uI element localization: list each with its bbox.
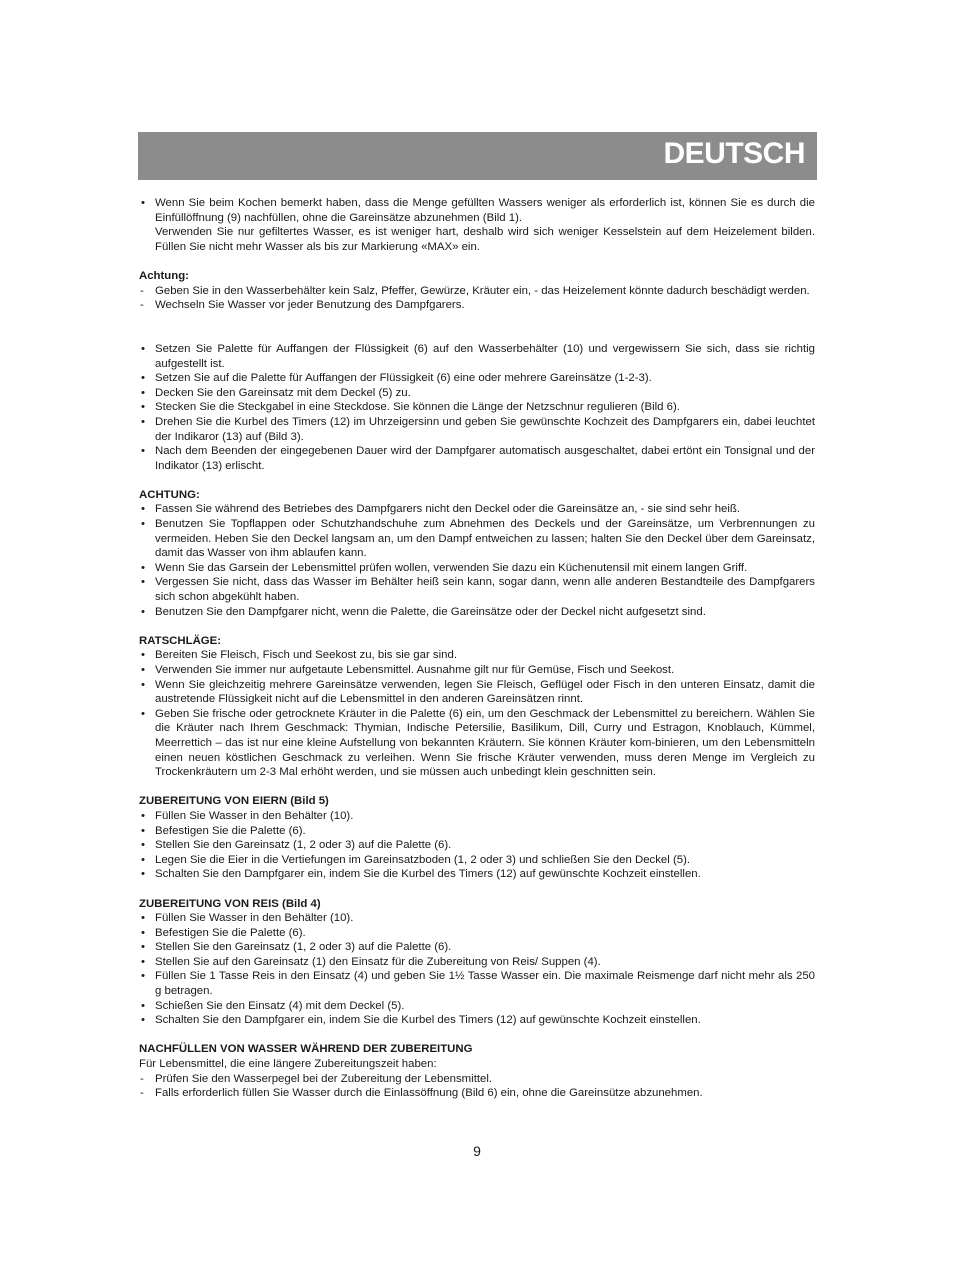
list-item-text: Verwenden Sie immer nur aufgetaute Lebensmittel. Ausnahme gilt nur für Gemüse, Fisch und Seekost.	[155, 664, 675, 676]
list-item	[139, 809, 815, 824]
list-item-text: Schalten Sie den Dampfgarer ein, indem Sie die Kurbel des Timers (12) auf gewünschte Kochzeit einstellen.	[155, 1014, 701, 1027]
section-heading-nachfuellen: NACHFÜLLEN VON WASSER WÄHREND DER ZUBEREITUNG	[139, 1043, 473, 1056]
bullet-marker: •	[141, 824, 145, 837]
bullet-marker: •	[141, 197, 145, 209]
bullet-marker: •	[141, 342, 145, 355]
list-item	[139, 517, 815, 561]
bullet-marker: •	[141, 401, 145, 414]
header-band	[138, 132, 817, 180]
list-item	[139, 911, 815, 926]
list-item-text: Wenn Sie gleichzeitig mehrere Gareinsätze verwenden, legen Sie Fleisch, Geflügel oder Fisch in den unteren Einsatz, damit die austretende Flüssigkeit nicht auf die Lebensmittel in den anderen Gareinsätzen rinnt.	[155, 678, 815, 706]
section-heading-eier: ZUBEREITUNG VON EIERN (Bild 5)	[139, 795, 329, 808]
list-item-text: Schießen Sie den Einsatz (4) mit dem Deckel (5).	[155, 999, 405, 1012]
bullet-marker: •	[141, 503, 145, 516]
bullet-marker: •	[141, 576, 145, 589]
list-item	[139, 371, 815, 386]
list-item-text: Decken Sie den Gareinsatz mit dem Deckel (5) zu.	[155, 386, 411, 399]
page-number: 9	[473, 1143, 481, 1159]
bullet-marker: •	[141, 853, 145, 866]
list-item-text: Wenn Sie das Garsein der Lebensmittel prüfen wollen, verwenden Sie dazu ein Küchenutensil mit einem langen Griff.	[155, 561, 748, 574]
list-item	[139, 824, 815, 839]
bullet-marker: •	[141, 809, 145, 822]
list-item	[139, 955, 815, 970]
section-intro: Für Lebensmittel, die eine längere Zubereitungszeit haben:	[139, 1058, 437, 1071]
list-item	[139, 605, 815, 620]
bullet-marker: •	[141, 664, 145, 676]
bullet-marker: •	[141, 649, 145, 662]
dash-marker: -	[140, 1072, 144, 1085]
list-item-extra-text: Verwenden Sie nur gefiltertes Wasser, es ist weniger hart, deshalb wird sich weniger Kesselstein auf dem Heizelement bilden. Füllen Sie nicht mehr Wasser als bis zur Markierung «MAX» ein.	[155, 226, 815, 253]
section-heading-achtung-caps: ACHTUNG:	[139, 488, 200, 501]
bullet-marker: •	[141, 518, 145, 531]
list-item-text: Wenn Sie beim Kochen bemerkt haben, dass die Menge gefüllten Wassers weniger als erforderlich ist, können Sie es durch die Einfüllöffnung (9) nachfüllen, ohne die Gareinsätze abzunehmen (Bild 1).	[155, 197, 815, 224]
list-item-text: Befestigen Sie die Palette (6).	[155, 824, 306, 837]
list-item	[139, 575, 815, 604]
list-item-text: Befestigen Sie die Palette (6).	[155, 926, 306, 939]
list-item-text: Setzen Sie Palette für Auffangen der Flüssigkeit (6) auf den Wasserbehälter (10) und vergewissern Sie sich, dass sie richtig aufgestellt ist.	[155, 342, 815, 370]
list-item	[139, 926, 815, 941]
dash-marker: -	[140, 299, 144, 312]
list-item	[139, 386, 815, 401]
list-item-text: Fassen Sie während des Betriebes des Dampfgarers nicht den Deckel oder die Gareinsätze an, - sie sind sehr heiß.	[155, 503, 741, 516]
list-item	[139, 867, 815, 882]
bullet-marker: •	[141, 955, 145, 968]
bullet-marker: •	[141, 678, 145, 691]
bullet-marker: •	[141, 1014, 145, 1027]
list-item	[139, 940, 815, 955]
list-item	[139, 444, 815, 473]
list-item	[139, 663, 815, 678]
list-item	[139, 415, 815, 444]
bullet-marker: •	[141, 912, 145, 925]
list-item-text: Legen Sie die Eier in die Vertiefungen im Gareinsatzboden (1, 2 oder 3) und schließen Sie den Deckel (5).	[155, 853, 691, 866]
bullet-marker: •	[141, 839, 145, 852]
list-item	[139, 298, 815, 313]
list-item	[139, 1072, 815, 1087]
list-item-text: Falls erforderlich füllen Sie Wasser durch die Einlassöffnung (Bild 6) ein, ohne die Gareinsütze abzunehmen.	[155, 1087, 703, 1100]
section-heading-reis: ZUBEREITUNG VON REIS (Bild 4)	[139, 897, 321, 910]
list-item	[139, 1013, 815, 1028]
list-item-text: Füllen Sie Wasser in den Behälter (10).	[155, 912, 354, 925]
bullet-marker: •	[141, 445, 145, 458]
list-item-text: Bereiten Sie Fleisch, Fisch und Seekost zu, bis sie gar sind.	[155, 649, 457, 662]
bullet-marker: •	[141, 605, 145, 618]
bullet-marker: •	[141, 415, 145, 428]
bullet-marker: •	[141, 386, 145, 399]
list-item-text: Füllen Sie 1 Tasse Reis in den Einsatz (4) und geben Sie 1½ Tasse Wasser ein. Die maximale Reismenge darf nicht mehr als 250 g betragen.	[155, 970, 815, 998]
list-item-text: Füllen Sie Wasser in den Behälter (10).	[155, 809, 354, 822]
list-item	[139, 969, 815, 998]
bullet-marker: •	[141, 868, 145, 881]
bullet-marker: •	[141, 999, 145, 1012]
list-item	[139, 853, 815, 868]
dash-marker: -	[140, 284, 144, 297]
bullet-marker: •	[141, 372, 145, 385]
bullet-marker: •	[141, 561, 145, 574]
list-item	[139, 561, 815, 576]
list-item	[139, 678, 815, 707]
bullet-marker: •	[141, 941, 145, 954]
list-item-text: Prüfen Sie den Wasserpegel bei der Zubereitung der Lebensmittel.	[155, 1072, 493, 1085]
list-item-text: Geben Sie in den Wasserbehälter kein Salz, Pfeffer, Gewürze, Kräuter ein, - das Heizelement könnte dadurch beschädigt werden.	[155, 284, 810, 297]
list-item-text: Nach dem Beenden der eingegebenen Dauer wird der Dampfgarer automatisch ausgeschaltet, dabei ertönt ein Tonsignal und der Indikator (13) erlischt.	[155, 445, 815, 472]
list-item-text: Benutzen Sie Topflappen oder Schutzhandschuhe zum Abnehmen des Deckels und der Gareinsätze, um Verbrennungen zu vermeiden. Heben Sie den Deckel langsam an, um den Dampf entweichen zu lassen; halten Sie den Deckel über dem Gareinsatz, damit das Wasser von ihm ablaufen kann.	[155, 518, 815, 560]
list-item-text: Drehen Sie die Kurbel des Timers (12) im Uhrzeigersinn und geben Sie gewünschte Kochzeit des Dampfgarers ein, dabei leuchtet der Indikaror (13) auf (Bild 3).	[155, 415, 815, 443]
section-heading-achtung: Achtung:	[139, 269, 189, 282]
list-item-text: Stellen Sie den Gareinsatz (1, 2 oder 3) auf die Palette (6).	[155, 941, 452, 954]
list-item-text: Setzen Sie auf die Palette für Auffangen der Flüssigkeit (6) eine oder mehrere Gareinsätze (1-2-3).	[155, 372, 652, 385]
list-item-text: Schalten Sie den Dampfgarer ein, indem Sie die Kurbel des Timers (12) auf gewünschte Kochzeit einstellen.	[155, 868, 701, 881]
document-body	[139, 196, 815, 1101]
bullet-marker: •	[141, 707, 145, 720]
list-item	[139, 999, 815, 1014]
bullet-marker: •	[141, 970, 145, 983]
list-item	[139, 502, 815, 517]
list-item-text: Stecken Sie die Steckgabel in eine Steckdose. Sie können die Länge der Netzschnur regulieren (Bild 6).	[155, 401, 680, 414]
page-title: DEUTSCH	[663, 137, 805, 170]
dash-marker: -	[140, 1087, 144, 1100]
list-item	[139, 707, 815, 780]
list-item-text: Benutzen Sie den Dampfgarer nicht, wenn die Palette, die Gareinsätze oder der Deckel nicht aufgesetzt sind.	[155, 605, 706, 618]
list-item-text: Stellen Sie auf den Gareinsatz (1) den Einsatz für die Zubereitung von Reis/ Suppen (4).	[155, 955, 601, 968]
list-item	[139, 648, 815, 663]
list-item	[139, 196, 815, 254]
list-item	[139, 400, 815, 415]
bullet-marker: •	[141, 926, 145, 939]
list-item	[139, 342, 815, 371]
list-item	[139, 1086, 815, 1101]
list-item-text: Geben Sie frische oder getrocknete Kräuter in die Palette (6) ein, um den Geschmack der Lebensmittel zu bereichern. Wählen Sie die Kräuter nach Ihrem Geschmack: Thymian, Indische Petersilie, Basilikum, Dill, Curry und Estragon, Knoblauch, Kümmel, Meerrettich – das ist nur eine kleine Aufstellung von bekannten Kräutern. Sie können Kräuter kom-binieren, um den Lebensmitteln einen neuen köstlichen Geschmack zu verleihen. Wenn Sie frische Kräuter verwenden, muss deren Menge im Vergleich zu Trockenkräutern um 2-3 Mal erhöht werden, und sie müssen auch unbedingt klein geschnitten sein.	[155, 707, 815, 779]
list-item-text: Vergessen Sie nicht, dass das Wasser im Behälter heiß sein kann, sogar dann, wenn alle anderen Bestandteile des Dampfgarers sich schon abgekühlt haben.	[155, 576, 815, 604]
list-item-text: Wechseln Sie Wasser vor jeder Benutzung des Dampfgarers.	[155, 299, 465, 312]
list-item	[139, 838, 815, 853]
list-item	[139, 284, 815, 299]
list-item-text: Stellen Sie den Gareinsatz (1, 2 oder 3) auf die Palette (6).	[155, 839, 452, 852]
section-heading-ratschlaege: RATSCHLÄGE:	[139, 634, 222, 647]
